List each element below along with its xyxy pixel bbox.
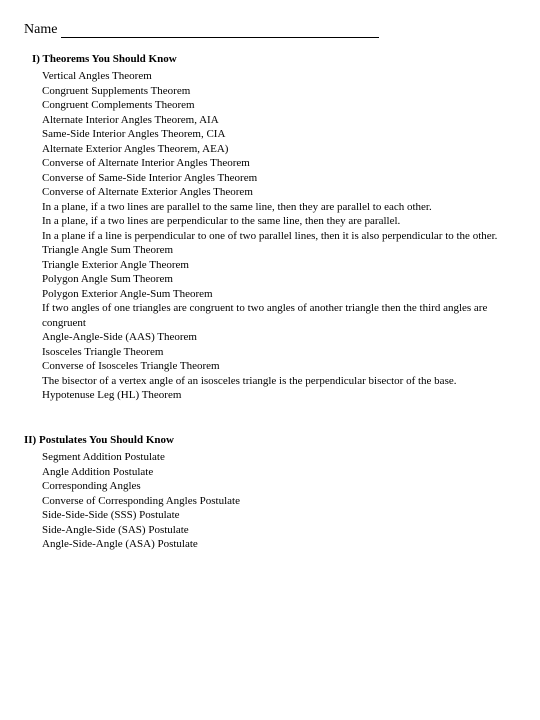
list-item: If two angles of one triangles are congruent to two angles of another triangle then the third angles are congruent [42,302,488,329]
list-item: Converse of Alternate Exterior Angles Theorem [42,186,253,198]
postulates-section-title: II) Postulates You Should Know [24,434,174,446]
list-item: Triangle Angle Sum Theorem [42,244,174,256]
list-item: Same-Side Interior Angles Theorem, CIA [42,128,226,140]
list-item: Converse of Same-Side Interior Angles Theorem [42,171,258,184]
list-item: Vertical Angles Theorem [42,70,152,82]
list-item: The bisector of a vertex angle of an isosceles triangle is the perpendicular bisector of the base. [42,374,457,387]
list-item: Hypotenuse Leg (HL) Theorem [42,389,182,401]
list-item: Congruent Complements Theorem [42,99,195,111]
theorems-section [0,52,540,403]
list-item: Congruent Supplements Theorem [42,84,191,97]
list-item: Corresponding Angles [42,480,141,492]
list-item: Angle-Side-Angle (ASA) Postulate [42,538,198,550]
list-item: Side-Side-Side (SSS) Postulate [42,509,180,521]
theorems-list [0,69,514,403]
list-item: Alternate Exterior Angles Theorem, AEA) [42,142,229,155]
list-item: Isosceles Triangle Theorem [42,345,164,358]
list-item: Converse of Isosceles Triangle Theorem [42,360,220,372]
list-item: Triangle Exterior Angle Theorem [42,258,189,271]
theorems-section-title: I) Theorems You Should Know [32,53,177,65]
list-item: Converse of Corresponding Angles Postulate [42,494,240,507]
name-blank-line [61,22,379,38]
list-item: Alternate Interior Angles Theorem, AIA [42,113,219,126]
name-row [24,22,379,38]
list-item: In a plane if a line is perpendicular to one of two parallel lines, then it is also perpendicular to the other. [42,229,498,242]
list-item: Side-Angle-Side (SAS) Postulate [42,523,189,536]
list-item: Segment Addition Postulate [42,451,165,463]
list-item: Polygon Angle Sum Theorem [42,273,173,285]
list-item: Converse of Alternate Interior Angles Theorem [42,157,250,169]
postulates-section [0,433,540,552]
list-item: Polygon Exterior Angle-Sum Theorem [42,287,213,300]
list-item: In a plane, if a two lines are perpendicular to the same line, then they are parallel. [42,215,401,227]
postulates-list [0,450,514,552]
list-item: Angle Addition Postulate [42,465,154,478]
name-label: Name [24,22,58,37]
list-item: In a plane, if a two lines are parallel to the same line, then they are parallel to each other. [42,200,432,213]
list-item: Angle-Angle-Side (AAS) Theorem [42,331,197,343]
